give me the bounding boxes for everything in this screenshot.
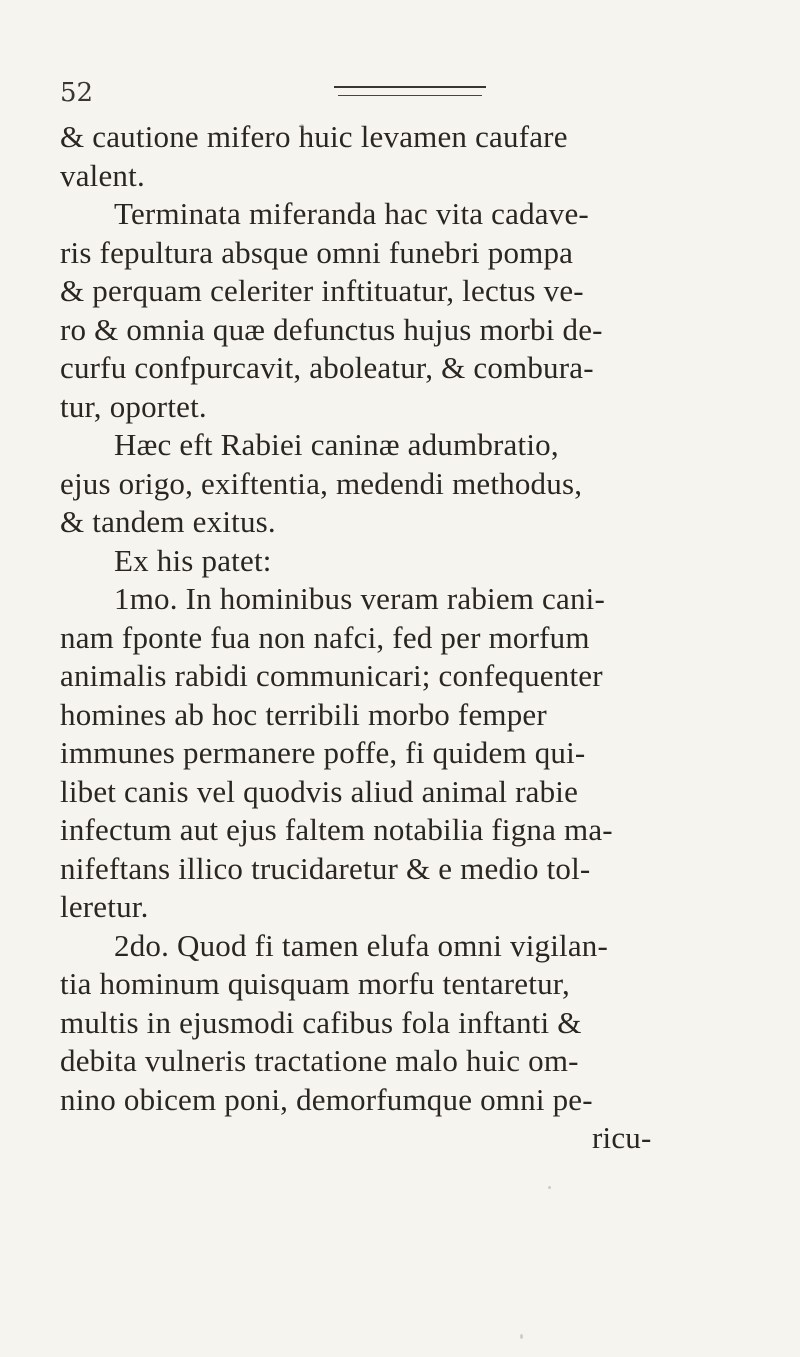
text-line: 1mo. In hominibus veram rabiem cani- [114,581,606,616]
paper-speck [513,752,516,756]
header-rule-secondary [338,95,482,96]
page-number: 52 [60,78,94,108]
text-line: & perquam celeriter inftituatur, lectus ve- [60,273,584,308]
text-line: 2do. Quod fi tamen elufa omni vigilan- [114,927,609,963]
text-line: & tandem exitus. [60,504,276,539]
text-line: tia hominum quisquam morfu tentaretur, [60,966,571,1001]
text-line: tur, oportet. [60,388,207,424]
text-line: nifeftans illico trucidaretur & e medio tol- [60,850,591,886]
text-line: nino obicem poni, demorfumque omni pe- [60,1081,593,1117]
text-line: libet canis vel quodvis aliud animal rabie [60,773,579,809]
header-rule [334,86,486,88]
catchword: ricu- [592,1120,652,1155]
body-text [60,118,760,1158]
paper-speck [520,1334,523,1339]
text-line: ejus origo, exiftentia, medendi methodus, [60,465,583,501]
paper-speck [548,1186,551,1189]
text-line: animalis rabidi communicari; confequenter [60,658,603,693]
text-line: Terminata miferanda hac vita cadave- [114,196,589,231]
text-line: nam fponte fua non nafci, fed per morfum [60,619,590,655]
text-line: infectum aut ejus faltem notabilia figna ma- [60,812,613,847]
text-line: ro & omnia quæ defunctus hujus morbi de- [60,311,603,347]
paper-speck [300,124,304,129]
text-line: & cautione mifero huic levamen caufare [60,119,568,154]
text-line: ris fepultura absque omni funebri pompa [60,234,574,270]
text-line: curfu confpurcavit, aboleatur, & combura- [60,350,594,385]
text-line: multis in ejusmodi cafibus fola inftanti & [60,1004,582,1040]
text-line: homines ab hoc terribili morbo femper [60,696,547,732]
text-line: debita vulneris tractatione malo huic om- [60,1043,579,1078]
text-line: Hæc eft Rabiei caninæ adumbratio, [114,427,559,462]
text-line: Ex his patet: [114,542,272,578]
text-line: immunes permanere poffe, fi quidem qui- [60,735,586,770]
text-line: valent. [60,157,145,193]
text-line: leretur. [60,889,149,924]
